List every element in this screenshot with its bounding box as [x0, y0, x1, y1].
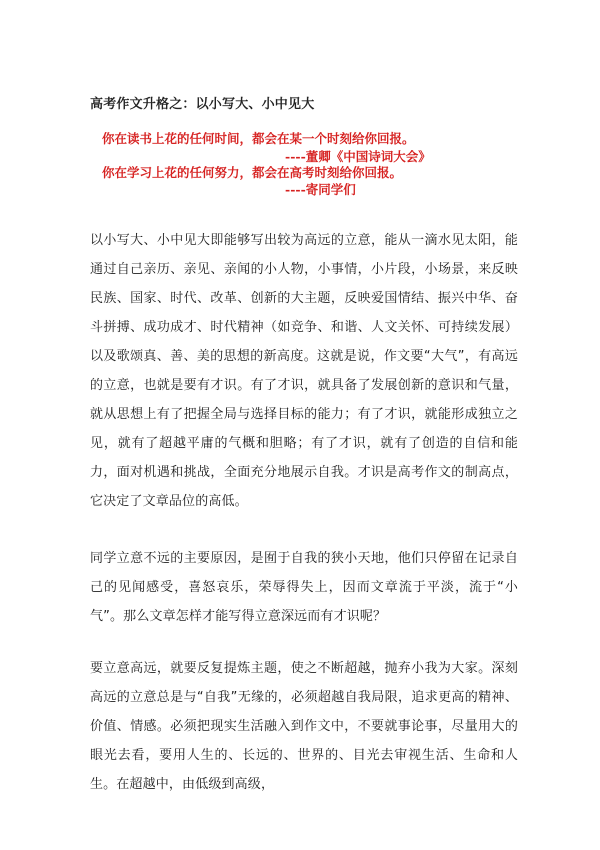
paragraph-1: 以小写大、小中见大即能够写出较为高远的立意，能从一滴水见太阳，能通过自己亲历、亲见、亲闻的小人物，小事情，小片段，小场景，来反映民族、国家、时代、改革、创新的大主题，反映爱国情结、振兴中华、奋斗拼搏、成功成才、时代精神（如竞争、和谐、人文关怀、可持续发展）以及歌颂真、善、美的思想的新高度。这就是说，作文要“大气”，有高远的立意，也就是要有才识。有了才识，就具备了发展创新的意识和气量，就从思想上有了把握全局与选择目标的能力；有了才识，就能形成独立之见，就有了超越平庸的气概和胆略；有了才识，就有了创造的自信和能力，面对机遇和挑战，全面充分地展示自我。才识是高考作文的制高点，它决定了文章品位的高低。: [90, 233, 518, 509]
quote-attribution-2: ----寄同学们: [285, 182, 356, 197]
paragraph-3: 要立意高远，就要反复提炼主题，使之不断超越，抛弃小我为大家。深刻高远的立意总是与“自我”无缘的，必须超越自我局限，追求更高的精神、价值、情感。必须把现实生活融入到作文中，不要就事论事，尽量用大的眼光去看，要用人生的、长远的、世界的、目光去审视生活、生命和人生。在超越中，由低级到高级，: [90, 661, 518, 792]
page-title: 高考作文升格之：以小写大、小中见大: [90, 97, 315, 112]
paragraph-2: 同学立意不远的主要原因，是囿于自我的狭小天地，他们只停留在记录自己的见闻感受，喜怒哀乐，荣辱得失上，因而文章流于平淡，流于“小气”。那么文章怎样才能写得立意深远而有才识呢？: [90, 551, 518, 624]
quote-line-2: 你在学习上花的任何努力，都会在高考时刻给你回报。: [102, 165, 403, 180]
quote-attribution-1: ----董卿《中国诗词大会》: [285, 149, 431, 164]
quote-line-1: 你在读书上花的任何时间，都会在某一个时刻给你回报。: [102, 131, 415, 146]
